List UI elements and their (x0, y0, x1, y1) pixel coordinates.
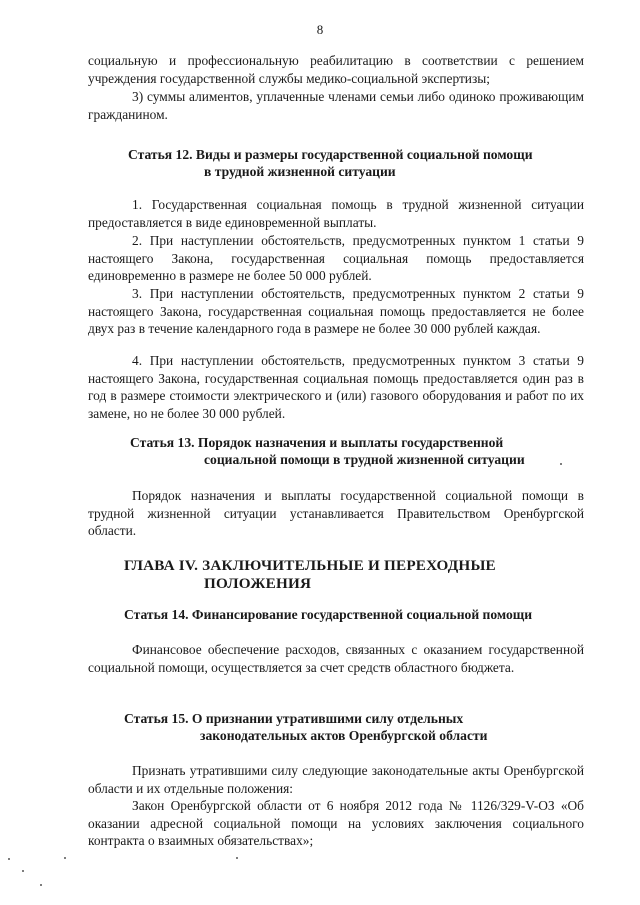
scan-speck (22, 870, 24, 872)
article-12-heading-line2: в трудной жизненной ситуации (204, 164, 396, 179)
article-15-heading (124, 710, 614, 744)
article-15-paragraph-1: Признать утратившими силу следующие законодательные акты Оренбургской области и их отдельные положения: (88, 763, 584, 796)
article-12-heading-line1: Статья 12. Виды и размеры государственной социальной помощи (128, 147, 533, 162)
article-13-heading (130, 434, 600, 468)
article-12-heading (128, 146, 608, 180)
article-15-heading-line1: Статья 15. О признании утратившими силу отдельных (124, 711, 464, 726)
chapter-heading (124, 557, 604, 593)
article-14-paragraph: Финансовое обеспечение расходов, связанных с оказанием государственной социальной помощи, осуществляется за счет средств областного бюджета. (88, 642, 584, 675)
article-13-heading-line2: социальной помощи в трудной жизненной ситуации (204, 452, 525, 467)
article-12-paragraph-2: 2. При наступлении обстоятельств, предусмотренных пунктом 1 статьи 9 настоящего Закона, государственная социальная помощь предоставляется единовременно в размере не более 50 000 рублей. (88, 233, 584, 284)
article-12-paragraph-1: 1. Государственная социальная помощь в трудной жизненной ситуации предоставляется в виде единовременной выплаты. (88, 197, 584, 230)
alimony-paragraph: 3) суммы алиментов, уплаченные членами семьи либо одиноко проживающим гражданином. (88, 89, 584, 122)
article-13-paragraph: Порядок назначения и выплаты государственной социальной помощи в трудной жизненной ситуации устанавливается Правительством Оренбургской области. (88, 488, 584, 539)
scan-speck (64, 857, 66, 859)
article-14-heading: Статья 14. Финансирование государственной социальной помощи (124, 607, 533, 622)
page-number: 8 (316, 22, 324, 37)
scan-speck (560, 463, 562, 465)
continuation-paragraph: социальную и профессиональную реабилитацию в соответствии с решением учреждения государственной службы медико-социальной экспертизы; (88, 53, 584, 86)
chapter-heading-line1: ГЛАВА IV. ЗАКЛЮЧИТЕЛЬНЫЕ И ПЕРЕХОДНЫЕ (124, 557, 496, 574)
scan-speck (8, 858, 10, 860)
scan-speck (40, 884, 42, 886)
article-15-paragraph-2: Закон Оренбургской области от 6 ноября 2012 года № 1126/329-V-ОЗ «Об оказании адресной социальной помощи на условиях заключения социального контракта о взаимных обязательствах»; (88, 798, 584, 849)
scan-speck (236, 857, 238, 859)
chapter-heading-line2: ПОЛОЖЕНИЯ (204, 575, 312, 592)
article-12-paragraph-4: 4. При наступлении обстоятельств, предусмотренных пунктом 3 статьи 9 настоящего Закона, государственная социальная помощь предоставляется один раз в год в размере стоимости электрического и (или) газового оборудования и работ по их замене, но не более 30 000 рублей. (88, 353, 584, 421)
article-13-heading-line1: Статья 13. Порядок назначения и выплаты государственной (130, 435, 504, 450)
article-12-paragraph-3: 3. При наступлении обстоятельств, предусмотренных пунктом 2 статьи 9 настоящего Закона, государственная социальная помощь предоставляется не более двух раз в течение календарного года в размере не более 30 000 рублей каждая. (88, 286, 584, 337)
article-15-heading-line2: законодательных актов Оренбургской области (200, 728, 488, 743)
